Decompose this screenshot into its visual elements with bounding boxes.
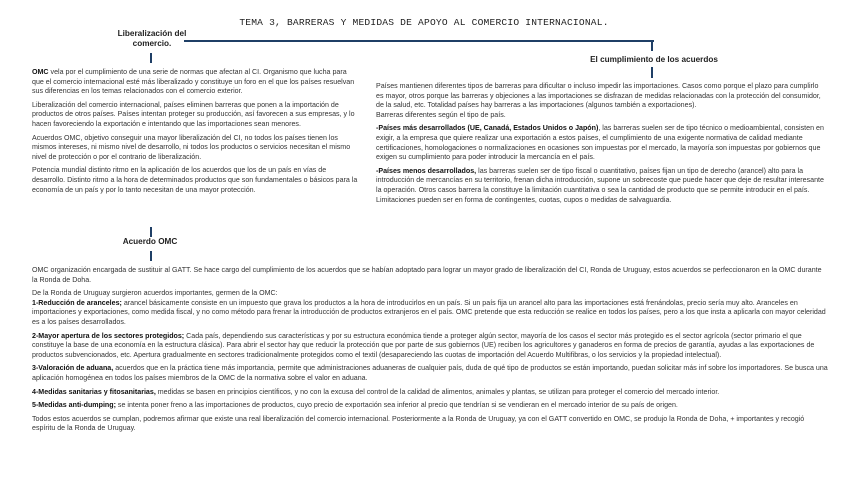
bottom-section bbox=[32, 266, 828, 438]
node-cumplimiento: El cumplimiento de los acuerdos bbox=[590, 55, 718, 64]
item-1-text: arancel básicamente consiste en un impuesto que grava los productos a la hora de introducirlos en un país. Si un país fija un arancel alto para las importaciones está frenándolas, precio sería muy alto. Aranceles en importaciones y exportaciones, como medida fiscal, y no como método para frenar la introducción de productos extranjeros en el país. OMC pretende que esta reducción se realice en todos los países, pero a los que insta a aplicarla con mayor celeridad es a los países desarrollados. bbox=[32, 298, 826, 326]
item-2-bold: 2-Mayor apertura de los sectores protegidos; bbox=[32, 331, 185, 340]
node-liberalizacion: Liberalización del comercio. bbox=[117, 29, 187, 48]
item-2-text: Cada país, dependiendo sus características y por su estructura económica tiende a proteger algún sector, mayoría de los casos el sector más protegido es el sector agrícola (sector primario el que constituye la base de una economía en la estructura clásica). Para abrir el sector hay que reducir la protección que por parte de sus gobiernos (UE) reciben los agricultores y ganaderos en forma de precios de garantía, ayudas a las exportaciones de productos subvencionados, etc. Apertura gradualmente en sectores tradicionalmente protegidos como el textil (desapareciendo las cuotas de importación del Acuerdo Multifibras, o los servicios y la propiedad intelectual). bbox=[32, 331, 815, 359]
right-paragraph-2: , las barreras suelen ser de tipo técnico o medioambiental, consisten en exigir, a la empresa que quiere realizar una exportación a estos países, el cumplimiento de una exigente normativa de calidad mediante certificaciones, homologaciones o normalizaciones en ocasiones son impuestas por el mercado, la mayoría son impuestas por gobiernos que exigen su cumplimiento para poder introducir la mercancía en el país. bbox=[376, 124, 824, 162]
right-paragraph-1: Países mantienen diferentes tipos de barreras para dificultar o incluso impedir las importaciones. Casos como porque el plazo para cumplirlo es mayor, otros porque las barreras y objeciones a las importaciones se disfrazan de medidas relacionadas con la protección del consumidor, de la salud, etc. Totalidad países hay barreras a las importaciones (algunos también a exportaciones). bbox=[376, 82, 821, 110]
left-paragraph-2: Liberalización del comercio internacional, países eliminen barreras que ponen a la importación de productos de otros países. Países intentan proteger su producción, así favorecen a sus empresas, y lo hacen favoreciendo la exportación e intentando que las importaciones sean menores. bbox=[32, 100, 355, 128]
node-acuerdo-omc: Acuerdo OMC bbox=[122, 237, 178, 246]
connector-omc-up bbox=[150, 227, 152, 237]
item-4-bold: 4-Medidas sanitarias y fitosanitarias, bbox=[32, 387, 156, 396]
bottom-paragraph-3: Todos estos acuerdos se cumplan, podremos afirmar que existe una real liberalización del comercio internacional. Posteriormente a la Ronda de Uruguay, ya con el GATT convertido en OMC, se produjo la Ronda de Doha, + importantes y recogió espíritu de la Ronda de Uruguay. bbox=[32, 414, 805, 433]
connector-omc-down bbox=[150, 251, 152, 261]
connector-right-drop bbox=[651, 40, 653, 51]
right-column bbox=[376, 82, 826, 209]
left-paragraph-4: Potencia mundial distinto ritmo en la aplicación de los acuerdos que los de un país en vías de desarrollo. Distinto ritmo a la hora de determinados productos que son fundamentales o básicos para la economía de un país y por lo tanto necesitan de una mayor protección. bbox=[32, 166, 358, 194]
item-5-text: se intenta poner freno a las importaciones de productos, cuyo precio de exportación sea inferior al precio que tendrían si se vendieran en el mercado interior de su país de origen. bbox=[115, 401, 678, 410]
connector-left-drop bbox=[150, 53, 152, 63]
item-3-text: acuerdos que en la práctica tiene más importancia, permite que administraciones aduaneras de cualquier país, duda de qué tipo de productos se están importando, puedan solicitar más inf sobre los importadores. Se busca una aplicación homogénea en todos los países miembros de la OMC de la normativa sobre el valor en aduana. bbox=[32, 364, 828, 382]
bottom-paragraph-2: De la Ronda de Uruguay surgieron acuerdos importantes, germen de la OMC: bbox=[32, 289, 278, 298]
left-column bbox=[32, 68, 358, 199]
left-paragraph-1: vela por el cumplimiento de una serie de normas que afectan al CI. Organismo que lucha para que el comercio internacional esté más liberalizado y constituye un foro en el que los países resuelvan sus diferencias en los temas relacionados con el comercio exterior. bbox=[32, 68, 355, 96]
left-paragraph-3: Acuerdos OMC, objetivo conseguir una mayor liberalización del CI, no todos los países tienen los mismos intereses, ni mismo nivel de desarrollo, ni todos los productos o servicios necesitan el mismo nivel de protección o por el contrario de liberalización. bbox=[32, 133, 351, 161]
omc-bold: OMC bbox=[32, 68, 49, 76]
connector-horizontal bbox=[184, 40, 654, 42]
desarrollados-bold: -Países más desarrollados (UE, Canadá, Estados Unidos o Japón) bbox=[376, 124, 599, 133]
right-paragraph-3: las barreras suelen ser de tipo fiscal o cuantitativo, países fijan un tipo de derecho (arancel) alto para la introducción de mercancías en su territorio, frenan dicha introducción, supone un sobrecoste que puede hacer que deje de resultar interesante la operación. Otros casos barrera la constituye la limitación cuantitativa o sea la cantidad de producto que se permite introducir en el país. Limitaciones pueden ser en forma de contingentes, cuotas, cupos o medidas de salvaguardia. bbox=[376, 166, 824, 204]
page-title: TEMA 3, BARRERAS Y MEDIDAS DE APOYO AL COMERCIO INTERNACIONAL. bbox=[239, 17, 609, 28]
item-3-bold: 3-Valoración de aduana, bbox=[32, 364, 114, 373]
right-paragraph-1b: Barreras diferentes según el tipo de país. bbox=[376, 110, 506, 119]
item-1-bold: 1-Reducción de aranceles; bbox=[32, 298, 122, 307]
connector-right-down bbox=[651, 67, 653, 78]
bottom-paragraph-1: OMC organización encargada de sustituir al GATT. Se hace cargo del cumplimiento de los acuerdos que se habían adoptado para lograr un mayor grado de liberalización del CI, Ronda de Uruguay, estos acuerdos se perfeccionaron en la OMC durante la Ronda de Doha. bbox=[32, 266, 822, 284]
menos-desarrollados-bold: -Países menos desarrollados, bbox=[376, 166, 477, 175]
item-5-bold: 5-Medidas anti-dumping; bbox=[32, 401, 116, 410]
item-4-text: medidas se basen en principios científicos, y no con la excusa del control de la calidad de alimentos, animales y plantas, se utilizan para proteger el comercio del mercado interior. bbox=[155, 387, 720, 396]
